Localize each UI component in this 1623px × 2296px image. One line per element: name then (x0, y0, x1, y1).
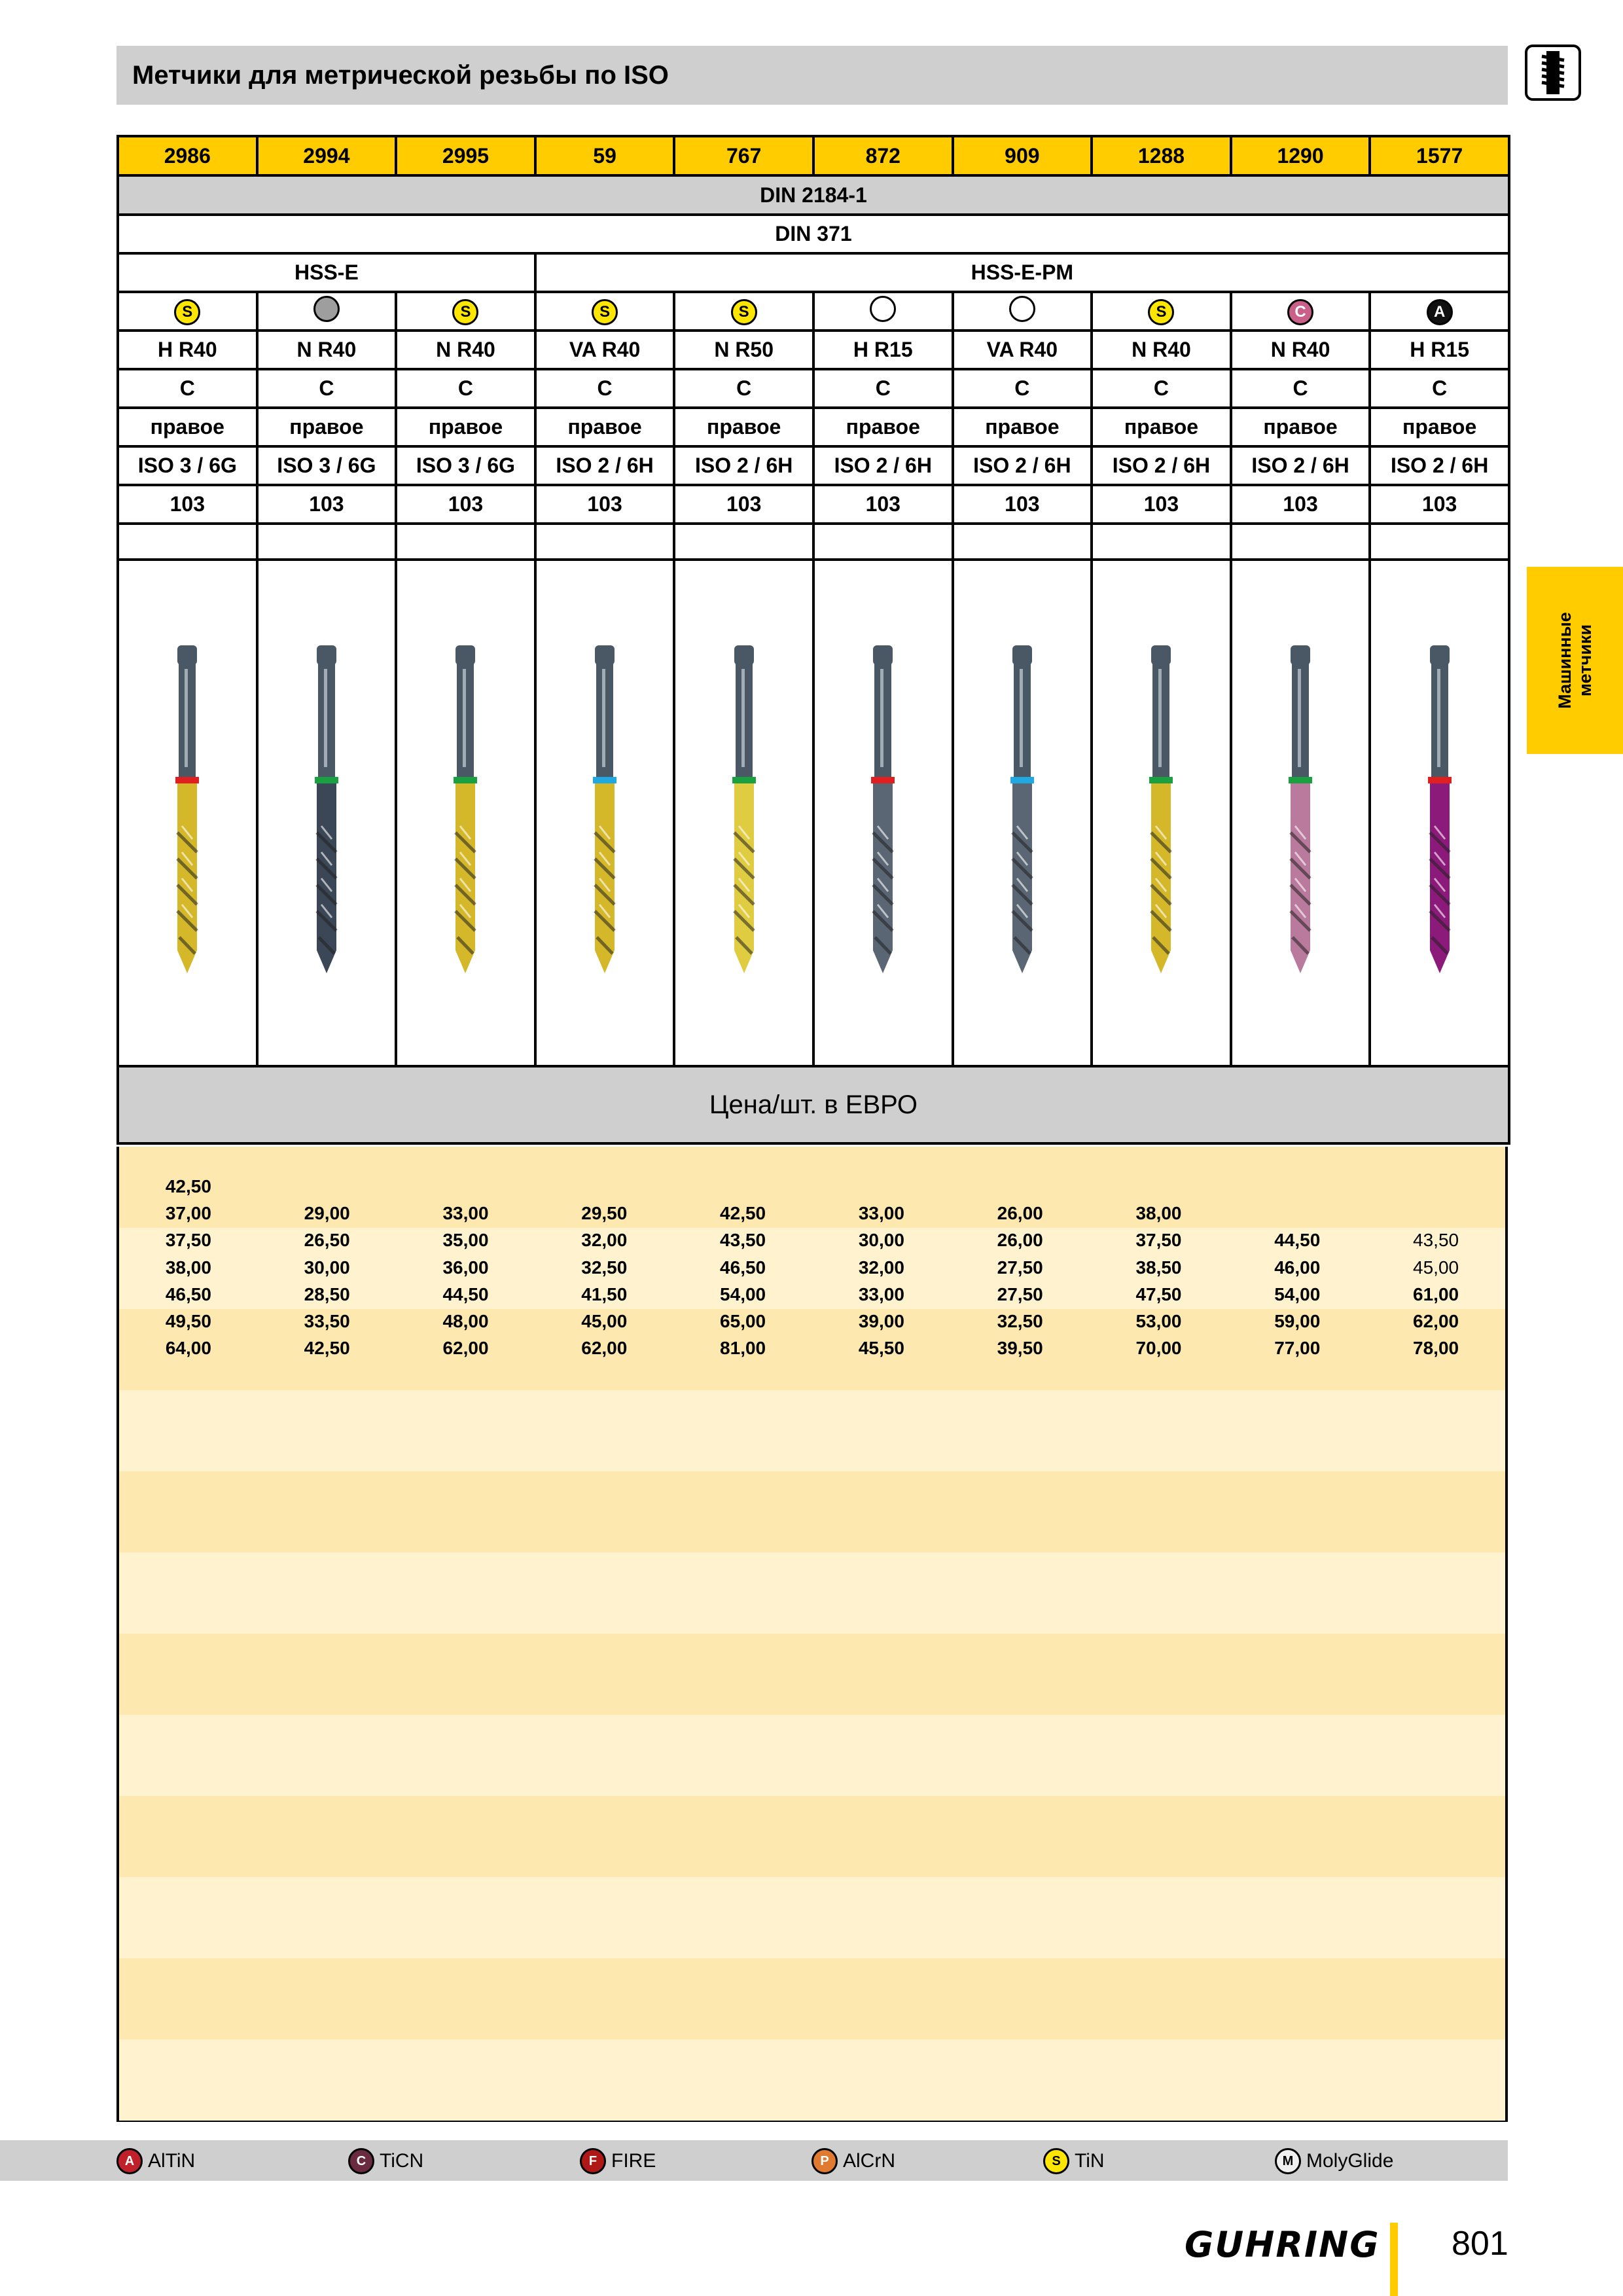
uncoated-icon (870, 296, 896, 322)
coating-cell (396, 292, 535, 331)
thread-direction: правое (118, 408, 257, 446)
legend-label: MolyGlide (1306, 2150, 1394, 2172)
application-code: VA R40 (535, 331, 675, 369)
price-row (119, 1281, 1505, 1308)
price-cell: 29,00 (304, 1202, 350, 1223)
chamfer-form-row (118, 369, 1509, 408)
price-cell: 46,50 (720, 1257, 766, 1278)
article-number: 872 (813, 136, 953, 175)
tool-image-cell (1370, 560, 1509, 1066)
price-band (119, 1390, 1505, 1471)
price-cell: 62,00 (1413, 1311, 1459, 1332)
chamfer-form: C (674, 369, 813, 408)
page-ref-row (118, 485, 1509, 524)
uncoated-icon (1009, 296, 1035, 322)
price-cell: 42,50 (720, 1202, 766, 1223)
machine-tap-image (446, 643, 485, 983)
price-cell: 44,50 (1274, 1230, 1321, 1251)
thread-direction: правое (1370, 408, 1509, 446)
price-cell: 81,00 (720, 1338, 766, 1359)
material-row (118, 253, 1509, 292)
article-number: 2995 (396, 136, 535, 175)
coating-cell (118, 292, 257, 331)
price-cell: 53,00 (1135, 1311, 1182, 1332)
article-number: 59 (535, 136, 675, 175)
price-cell: 33,50 (304, 1311, 350, 1332)
tool-image-cell (118, 560, 257, 1066)
price-cell: 61,00 (1413, 1283, 1459, 1304)
price-cell: 27,50 (997, 1257, 1043, 1278)
price-cell: 32,00 (858, 1257, 904, 1278)
thread-direction: правое (813, 408, 953, 446)
price-cell: 33,00 (442, 1202, 489, 1223)
price-cell: 49,50 (165, 1311, 211, 1332)
machine-tap-image (1281, 643, 1320, 983)
legend-item (1043, 2148, 1105, 2174)
price-cell: 46,50 (165, 1283, 211, 1304)
legend-item (348, 2148, 423, 2174)
tolerance-class: ISO 2 / 6H (813, 446, 953, 485)
machine-tap-image (307, 643, 346, 983)
blank-cell (813, 524, 953, 560)
ticn-coating-icon: C (1287, 299, 1313, 325)
price-cell: 54,00 (720, 1283, 766, 1304)
price-band (119, 1877, 1505, 1958)
machine-tap-image (1003, 643, 1042, 983)
coating-legend-icon: S (1043, 2148, 1069, 2174)
price-band (119, 2039, 1505, 2121)
article-number: 1288 (1092, 136, 1231, 175)
thread-direction: правое (396, 408, 535, 446)
legend-label: TiN (1075, 2150, 1105, 2172)
coating-legend-icon: C (348, 2148, 374, 2174)
price-cell: 37,00 (165, 1202, 211, 1223)
tin-coating-icon: S (731, 299, 757, 325)
tin-coating-icon: S (452, 299, 478, 325)
price-cell: 70,00 (1135, 1338, 1182, 1359)
price-table (116, 1147, 1508, 2122)
tolerance-class: ISO 2 / 6H (1370, 446, 1509, 485)
page-reference: 103 (396, 485, 535, 524)
price-band (119, 1552, 1505, 1634)
coating-cell (1092, 292, 1231, 331)
article-number-row (118, 136, 1509, 175)
price-cell: 37,50 (1135, 1230, 1182, 1251)
chamfer-form: C (1231, 369, 1370, 408)
blank-row (118, 524, 1509, 560)
page-number: 801 (1452, 2225, 1508, 2263)
blank-cell (396, 524, 535, 560)
price-cell: 30,00 (858, 1230, 904, 1251)
price-band (119, 1796, 1505, 1877)
price-row (119, 1227, 1505, 1254)
price-row (119, 1254, 1505, 1281)
price-cell: 64,00 (165, 1338, 211, 1359)
page-reference: 103 (1370, 485, 1509, 524)
price-cell: 28,50 (304, 1283, 350, 1304)
altin-coating-icon: A (1427, 299, 1453, 325)
page-reference: 103 (257, 485, 397, 524)
tolerance-class: ISO 2 / 6H (1092, 446, 1231, 485)
page-header (116, 46, 1508, 105)
tool-image-cell (813, 560, 953, 1066)
tool-image-cell (396, 560, 535, 1066)
application-code: VA R40 (953, 331, 1092, 369)
blank-cell (118, 524, 257, 560)
coating-cell (953, 292, 1092, 331)
tool-image-cell (1231, 560, 1370, 1066)
price-cell: 44,50 (442, 1283, 489, 1304)
price-cell: 37,50 (165, 1230, 211, 1251)
coating-legend-icon: M (1275, 2148, 1301, 2174)
tap-icon (1525, 45, 1581, 101)
legend-label: TiCN (380, 2150, 424, 2172)
legend-label: FIRE (611, 2150, 656, 2172)
page-title: Метчики для метрической резьбы по ISO (132, 60, 669, 90)
price-cell: 32,50 (581, 1257, 628, 1278)
price-header-row (118, 1066, 1509, 1143)
article-number: 2994 (257, 136, 397, 175)
price-cell: 77,00 (1274, 1338, 1321, 1359)
section-tab-line1: Машинные (1554, 612, 1575, 709)
legend-item (812, 2148, 895, 2174)
coating-cell (535, 292, 675, 331)
price-cell: 54,00 (1274, 1283, 1321, 1304)
tool-image-row (118, 560, 1509, 1066)
blank-cell (535, 524, 675, 560)
din-row-2 (118, 215, 1509, 253)
price-cell: 38,50 (1135, 1257, 1182, 1278)
price-cell: 45,50 (858, 1338, 904, 1359)
coating-cell (813, 292, 953, 331)
application-row (118, 331, 1509, 369)
application-code: N R50 (674, 331, 813, 369)
thread-direction: правое (257, 408, 397, 446)
legend-item (580, 2148, 656, 2174)
price-cell: 45,00 (581, 1311, 628, 1332)
machine-tap-image (863, 643, 902, 983)
price-band (119, 1634, 1505, 1715)
coating-legend-icon: A (116, 2148, 143, 2174)
machine-tap-image (724, 643, 764, 983)
page-reference: 103 (1092, 485, 1231, 524)
coating-row (118, 292, 1509, 331)
material-hss-e-pm: HSS-E-PM (535, 253, 1509, 292)
price-cell: 48,00 (442, 1311, 489, 1332)
blank-cell (257, 524, 397, 560)
price-cell: 59,00 (1274, 1311, 1321, 1332)
tool-image-cell (953, 560, 1092, 1066)
price-cell: 26,00 (997, 1202, 1043, 1223)
machine-tap-image (1141, 643, 1181, 983)
brand-logo: GUHRING (1185, 2224, 1380, 2265)
thread-direction: правое (1092, 408, 1231, 446)
article-number: 2986 (118, 136, 257, 175)
page-reference: 103 (535, 485, 675, 524)
article-number: 767 (674, 136, 813, 175)
material-hss-e: HSS-E (118, 253, 535, 292)
coating-legend-icon: F (580, 2148, 606, 2174)
price-grid (119, 1173, 1505, 1362)
tolerance-class: ISO 2 / 6H (674, 446, 813, 485)
price-cell: 30,00 (304, 1257, 350, 1278)
application-code: N R40 (396, 331, 535, 369)
blank-cell (1092, 524, 1231, 560)
legend-item (116, 2148, 195, 2174)
chamfer-form: C (118, 369, 257, 408)
article-number: 909 (953, 136, 1092, 175)
price-cell: 42,50 (304, 1338, 350, 1359)
price-cell: 32,50 (997, 1311, 1043, 1332)
price-cell: 39,50 (997, 1338, 1043, 1359)
price-cell: 26,00 (997, 1230, 1043, 1251)
price-cell: 47,50 (1135, 1283, 1182, 1304)
price-cell: 27,50 (997, 1283, 1043, 1304)
application-code: H R40 (118, 331, 257, 369)
price-cell: 39,00 (858, 1311, 904, 1332)
blank-cell (1231, 524, 1370, 560)
price-cell: 42,50 (165, 1175, 211, 1196)
machine-tap-image (1420, 643, 1459, 983)
price-cell: 35,00 (442, 1230, 489, 1251)
legend-label: AlCrN (843, 2150, 895, 2172)
chamfer-form: C (953, 369, 1092, 408)
article-number: 1577 (1370, 136, 1509, 175)
price-cell: 62,00 (581, 1338, 628, 1359)
price-cell: 46,00 (1274, 1257, 1321, 1278)
tool-image-cell (674, 560, 813, 1066)
coating-cell (674, 292, 813, 331)
page-reference: 103 (118, 485, 257, 524)
blank-cell (953, 524, 1092, 560)
price-row (119, 1173, 1505, 1200)
tolerance-row (118, 446, 1509, 485)
din-371-label: DIN 371 (118, 215, 1509, 253)
section-tab[interactable] (1527, 567, 1623, 754)
coating-cell (1370, 292, 1509, 331)
section-tab-line2: метчики (1575, 624, 1595, 697)
price-cell: 45,00 (1413, 1257, 1459, 1278)
price-cell: 32,00 (581, 1230, 628, 1251)
direction-row (118, 408, 1509, 446)
thread-direction: правое (1231, 408, 1370, 446)
application-code: N R40 (1231, 331, 1370, 369)
page-reference: 103 (953, 485, 1092, 524)
chamfer-form: C (813, 369, 953, 408)
legend-item (1275, 2148, 1393, 2174)
price-band (119, 1471, 1505, 1552)
price-cell: 36,00 (442, 1257, 489, 1278)
article-number: 1290 (1231, 136, 1370, 175)
tool-image-cell (257, 560, 397, 1066)
price-cell: 38,00 (165, 1257, 211, 1278)
price-cell: 26,50 (304, 1230, 350, 1251)
price-cell: 33,00 (858, 1283, 904, 1304)
tolerance-class: ISO 3 / 6G (257, 446, 397, 485)
thread-direction: правое (535, 408, 675, 446)
blank-cell (674, 524, 813, 560)
coating-legend-icon: P (812, 2148, 838, 2174)
chamfer-form: C (1370, 369, 1509, 408)
price-row (119, 1308, 1505, 1335)
legend-label: AlTiN (148, 2150, 196, 2172)
thread-direction: правое (953, 408, 1092, 446)
application-code: N R40 (1092, 331, 1231, 369)
application-code: H R15 (1370, 331, 1509, 369)
price-header: Цена/шт. в ЕВРО (118, 1066, 1509, 1143)
footer-divider (1390, 2223, 1398, 2296)
machine-tap-image (585, 643, 624, 983)
price-band (119, 1958, 1505, 2039)
blank-cell (1370, 524, 1509, 560)
thread-direction: правое (674, 408, 813, 446)
coating-cell (1231, 292, 1370, 331)
tolerance-class: ISO 2 / 6H (1231, 446, 1370, 485)
price-cell: 41,50 (581, 1283, 628, 1304)
price-row (119, 1200, 1505, 1227)
price-cell: 33,00 (858, 1202, 904, 1223)
price-cell: 43,50 (1413, 1230, 1459, 1251)
tolerance-class: ISO 3 / 6G (118, 446, 257, 485)
price-cell: 65,00 (720, 1311, 766, 1332)
price-cell: 78,00 (1413, 1338, 1459, 1359)
chamfer-form: C (535, 369, 675, 408)
price-cell: 43,50 (720, 1230, 766, 1251)
chamfer-form: C (1092, 369, 1231, 408)
page-reference: 103 (813, 485, 953, 524)
tin-coating-icon: S (1148, 299, 1174, 325)
application-code: H R15 (813, 331, 953, 369)
tolerance-class: ISO 2 / 6H (953, 446, 1092, 485)
price-cell: 62,00 (442, 1338, 489, 1359)
coating-cell (257, 292, 397, 331)
price-cell: 38,00 (1135, 1202, 1182, 1223)
application-code: N R40 (257, 331, 397, 369)
tool-image-cell (1092, 560, 1231, 1066)
price-cell: 29,50 (581, 1202, 628, 1223)
tin-coating-icon: S (592, 299, 618, 325)
tool-image-cell (535, 560, 675, 1066)
product-spec-table (116, 135, 1510, 1145)
price-band (119, 1715, 1505, 1796)
tin-coating-icon: S (174, 299, 200, 325)
din-row-1 (118, 175, 1509, 215)
chamfer-form: C (257, 369, 397, 408)
steam-tempered-icon (313, 296, 340, 322)
machine-tap-image (168, 643, 207, 983)
page-reference: 103 (1231, 485, 1370, 524)
page-reference: 103 (674, 485, 813, 524)
coating-legend (0, 2140, 1508, 2181)
price-row (119, 1335, 1505, 1362)
din-2184-label: DIN 2184-1 (118, 175, 1509, 215)
tolerance-class: ISO 2 / 6H (535, 446, 675, 485)
tolerance-class: ISO 3 / 6G (396, 446, 535, 485)
chamfer-form: C (396, 369, 535, 408)
